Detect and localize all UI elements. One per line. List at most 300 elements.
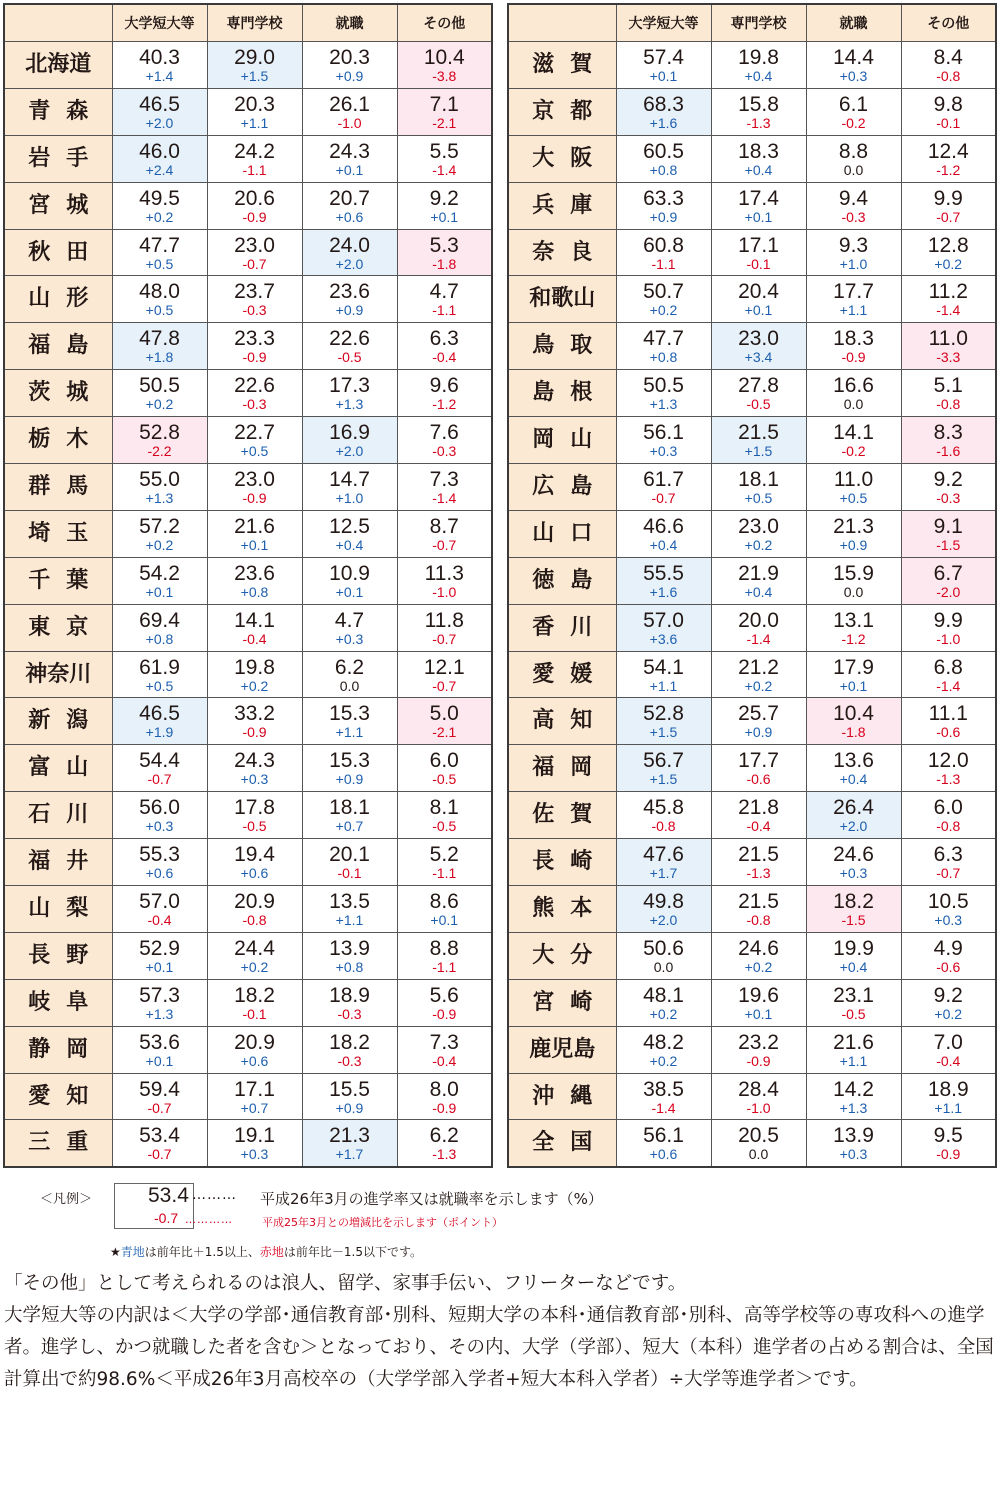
diff-value: +0.4: [744, 583, 773, 600]
diff-value: +0.1: [145, 583, 174, 600]
diff-value: +0.1: [145, 958, 174, 975]
rate-value: 53.6: [139, 1030, 180, 1054]
diff-value: +0.2: [145, 396, 174, 413]
diff-value: +0.5: [744, 489, 773, 506]
rate-value: 19.8: [738, 45, 779, 69]
data-cell: [711, 886, 806, 933]
rate-value: 61.7: [643, 467, 684, 491]
header-senmon: 専門学校: [711, 4, 806, 42]
rate-value: 5.2: [429, 843, 459, 867]
rate-value: 29.0: [234, 45, 275, 69]
data-cell: [711, 323, 806, 370]
diff-value: 0.0: [843, 396, 864, 413]
rate-value: 54.4: [139, 749, 180, 773]
prefecture-name: 秋田: [4, 229, 112, 276]
rate-value: 16.6: [833, 374, 874, 398]
data-cell: [397, 417, 492, 464]
rate-value: 50.7: [643, 280, 684, 304]
diff-value: -1.2: [936, 161, 961, 178]
diff-value: -1.6: [936, 443, 961, 460]
diff-value: +0.5: [240, 443, 269, 460]
data-cell: [397, 510, 492, 557]
data-cell: [616, 510, 711, 557]
diff-value: -1.4: [936, 677, 961, 694]
table-row: [508, 1026, 996, 1073]
diff-value: +1.1: [649, 677, 678, 694]
prefecture-name: 大阪: [508, 135, 616, 182]
data-cell: [806, 651, 901, 698]
data-cell: [806, 229, 901, 276]
data-cell: [711, 745, 806, 792]
diff-value: -0.1: [242, 1005, 267, 1022]
rate-value: 19.9: [833, 936, 874, 960]
data-cell: [397, 1120, 492, 1167]
rate-value: 47.6: [643, 843, 684, 867]
diff-value: +0.3: [335, 630, 364, 647]
prefecture-name: 岩手: [4, 135, 112, 182]
rate-value: 24.0: [329, 233, 370, 257]
prefecture-name: 熊本: [508, 886, 616, 933]
diff-value: +0.1: [430, 911, 459, 928]
diff-value: +0.5: [145, 677, 174, 694]
data-cell: [711, 229, 806, 276]
diff-value: -0.4: [147, 911, 172, 928]
data-cell: [112, 370, 207, 417]
data-cell: [806, 510, 901, 557]
diff-value: +0.2: [934, 1005, 963, 1022]
rate-value: 23.0: [234, 233, 275, 257]
rate-value: 11.3: [424, 561, 464, 585]
rate-value: 59.4: [139, 1077, 180, 1101]
header-sonota: その他: [901, 4, 996, 42]
data-cell: [397, 839, 492, 886]
rate-value: 54.2: [139, 561, 180, 585]
diff-value: +3.4: [744, 349, 773, 366]
data-cell: [397, 135, 492, 182]
diff-value: -0.5: [841, 1005, 866, 1022]
prefecture-name: 愛媛: [508, 651, 616, 698]
table-row: [508, 979, 996, 1026]
diff-value: +3.6: [649, 630, 678, 647]
rate-value: 9.2: [933, 467, 963, 491]
rate-value: 46.6: [643, 514, 684, 538]
data-cell: [302, 42, 397, 89]
data-cell: [302, 1073, 397, 1120]
rate-value: 60.8: [643, 233, 684, 257]
diff-value: -0.5: [432, 818, 457, 835]
diff-value: +0.2: [145, 208, 174, 225]
rate-value: 7.3: [429, 1030, 459, 1054]
data-cell: [207, 88, 302, 135]
rate-value: 20.9: [234, 889, 275, 913]
header-senmon: 専門学校: [207, 4, 302, 42]
prefecture-name: 静岡: [4, 1026, 112, 1073]
table-row: [508, 1120, 996, 1167]
diff-value: +0.3: [240, 771, 269, 788]
rate-value: 12.5: [329, 514, 370, 538]
rate-value: 23.0: [738, 327, 779, 351]
data-cell: [711, 1026, 806, 1073]
diff-value: -0.6: [746, 771, 771, 788]
data-cell: [302, 932, 397, 979]
data-cell: [616, 370, 711, 417]
diff-value: +1.0: [335, 489, 364, 506]
rate-value: 17.7: [833, 280, 874, 304]
diff-value: +1.5: [744, 443, 773, 460]
data-cell: [711, 604, 806, 651]
data-cell: [616, 229, 711, 276]
prefecture-name: 山形: [4, 276, 112, 323]
table-row: [4, 417, 492, 464]
rate-value: 23.2: [738, 1030, 779, 1054]
rate-value: 4.9: [933, 936, 963, 960]
prefecture-name: 山口: [508, 510, 616, 557]
data-cell: [302, 182, 397, 229]
diff-value: +1.3: [839, 1099, 868, 1116]
paragraph-breakdown: 大学短大等の内訳は＜大学の学部･通信教育部･別科、短期大学の本科･通信教育部･別科、高等学校等の専攻科への進学者。進学し、かつ就職した者を含む＞となっており、その内、大学（学部）、短大（本科）進学者の占める割合は、全国計算出で約98.6%＜平成26年3月高校卒の（大学学部入学者+短大本科入学者）÷大学等進学者＞です。: [4, 1305, 994, 1390]
rate-value: 8.6: [429, 889, 459, 913]
rate-value: 5.3: [429, 233, 459, 257]
rate-value: 18.2: [234, 983, 275, 1007]
diff-value: +0.5: [839, 489, 868, 506]
diff-value: +0.9: [335, 771, 364, 788]
data-cell: [711, 932, 806, 979]
data-cell: [302, 464, 397, 511]
data-cell: [207, 886, 302, 933]
color-note: [110, 1243, 422, 1260]
rate-value: 46.0: [139, 139, 180, 163]
diff-value: -0.8: [746, 911, 771, 928]
data-cell: [302, 839, 397, 886]
data-cell: [616, 557, 711, 604]
data-cell: [397, 557, 492, 604]
diff-value: -0.7: [432, 677, 457, 694]
table-row: [4, 839, 492, 886]
rate-value: 57.0: [643, 608, 684, 632]
rate-value: 16.9: [329, 421, 370, 445]
diff-value: +1.3: [335, 396, 364, 413]
diff-value: -0.8: [936, 818, 961, 835]
rate-value: 27.8: [738, 374, 779, 398]
rate-value: 20.3: [234, 92, 275, 116]
rate-value: 38.5: [643, 1077, 684, 1101]
rate-value: 9.8: [933, 92, 963, 116]
rate-value: 19.8: [234, 655, 275, 679]
table-row: [508, 1073, 996, 1120]
table-row: [4, 698, 492, 745]
rate-value: 9.5: [933, 1124, 963, 1148]
data-cell: [711, 557, 806, 604]
data-cell: [711, 88, 806, 135]
data-cell: [711, 42, 806, 89]
rate-value: 9.4: [838, 186, 869, 210]
rate-value: 52.8: [139, 421, 180, 445]
diff-value: -0.7: [432, 536, 457, 553]
data-cell: [112, 135, 207, 182]
diff-value: +0.1: [240, 536, 269, 553]
diff-value: -0.5: [337, 349, 362, 366]
data-cell: [397, 651, 492, 698]
rate-value: 23.1: [833, 983, 874, 1007]
data-cell: [616, 604, 711, 651]
rate-value: 52.9: [139, 936, 180, 960]
data-cell: [207, 464, 302, 511]
data-cell: [302, 88, 397, 135]
data-cell: [302, 979, 397, 1026]
left-table: [3, 3, 493, 1168]
rate-value: 18.9: [927, 1077, 969, 1101]
data-cell: [616, 1026, 711, 1073]
rate-value: 56.7: [643, 749, 684, 773]
data-cell: [397, 1026, 492, 1073]
diff-value: +0.7: [240, 1099, 269, 1116]
diff-value: -0.7: [147, 1146, 172, 1163]
diff-value: +0.8: [145, 630, 174, 647]
diff-value: +1.1: [240, 114, 269, 131]
rate-value: 19.6: [738, 983, 779, 1007]
table-row: [4, 464, 492, 511]
data-cell: [112, 464, 207, 511]
rate-value: 24.4: [234, 936, 275, 960]
rate-value: 18.2: [329, 1030, 370, 1054]
rate-value: 22.7: [234, 421, 275, 445]
table-row: [508, 135, 996, 182]
diff-value: +0.9: [335, 302, 364, 319]
rate-value: 7.6: [429, 421, 459, 445]
data-cell: [901, 464, 996, 511]
rate-value: 12.8: [927, 233, 969, 257]
data-cell: [302, 1026, 397, 1073]
prefecture-name: 新潟: [4, 698, 112, 745]
rate-value: 21.5: [738, 889, 779, 913]
diff-value: -0.3: [841, 208, 866, 225]
diff-value: -1.4: [432, 489, 457, 506]
rate-value: 18.3: [833, 327, 874, 351]
diff-value: -0.9: [242, 349, 267, 366]
prefecture-name: 岐阜: [4, 979, 112, 1026]
rate-value: 21.8: [738, 796, 779, 820]
prefecture-name: 東京: [4, 604, 112, 651]
data-cell: [302, 323, 397, 370]
diff-value: -2.1: [432, 724, 457, 741]
data-cell: [397, 42, 492, 89]
diff-value: -0.5: [432, 771, 457, 788]
diff-value: -0.3: [337, 1005, 362, 1022]
prefecture-name: 埼玉: [4, 510, 112, 557]
diff-value: -0.4: [936, 1052, 961, 1069]
data-cell: [901, 651, 996, 698]
diff-value: -1.0: [337, 114, 362, 131]
rate-value: 13.1: [833, 608, 874, 632]
diff-value: +0.4: [839, 771, 868, 788]
table-row: [4, 1073, 492, 1120]
prefecture-name: 和歌山: [508, 276, 616, 323]
diff-value: +0.8: [335, 958, 364, 975]
data-cell: [397, 932, 492, 979]
data-cell: [901, 182, 996, 229]
data-cell: [901, 417, 996, 464]
diff-value: +0.9: [335, 67, 364, 84]
prefecture-name: 富山: [4, 745, 112, 792]
rate-value: 24.2: [234, 139, 275, 163]
diff-value: -0.7: [147, 771, 172, 788]
legend-leader-1: ………: [192, 1187, 237, 1203]
data-cell: [207, 745, 302, 792]
diff-value: +0.9: [649, 208, 678, 225]
diff-value: +0.9: [839, 536, 868, 553]
data-cell: [806, 464, 901, 511]
data-cell: [616, 979, 711, 1026]
rate-value: 20.9: [234, 1030, 275, 1054]
rate-value: 23.6: [234, 561, 275, 585]
legend-label: ＜凡例＞: [40, 1192, 93, 1207]
data-cell: [616, 698, 711, 745]
rate-value: 21.9: [738, 561, 779, 585]
rate-value: 14.1: [833, 421, 874, 445]
diff-value: +0.4: [839, 958, 868, 975]
data-cell: [616, 745, 711, 792]
rate-value: 61.9: [139, 655, 180, 679]
diff-value: +1.8: [145, 349, 174, 366]
rate-value: 4.7: [334, 608, 365, 632]
data-cell: [207, 839, 302, 886]
prefecture-name: 宮城: [4, 182, 112, 229]
rate-value: 50.5: [139, 374, 180, 398]
rate-value: 6.3: [933, 843, 963, 867]
rate-value: 50.6: [643, 936, 684, 960]
rate-value: 10.9: [329, 561, 370, 585]
rate-value: 18.1: [738, 467, 779, 491]
rate-value: 10.5: [927, 889, 969, 913]
diff-value: -1.2: [841, 630, 866, 647]
rate-value: 57.3: [139, 983, 180, 1007]
data-cell: [901, 979, 996, 1026]
diff-value: +1.7: [335, 1146, 364, 1163]
table-row: [508, 651, 996, 698]
diff-value: +2.4: [145, 161, 174, 178]
diff-value: -1.5: [841, 911, 866, 928]
legend: [40, 1183, 800, 1243]
prefecture-name: 群馬: [4, 464, 112, 511]
rate-value: 23.7: [234, 280, 275, 304]
rate-value: 56.1: [643, 1124, 684, 1148]
data-cell: [397, 1073, 492, 1120]
rate-value: 50.5: [643, 374, 684, 398]
diff-value: 0.0: [843, 161, 864, 178]
rate-value: 53.4: [139, 1124, 180, 1148]
data-cell: [112, 88, 207, 135]
rate-value: 28.4: [738, 1077, 779, 1101]
diff-value: -3.8: [432, 67, 457, 84]
diff-value: -0.9: [841, 349, 866, 366]
diff-value: +2.0: [145, 114, 174, 131]
data-cell: [112, 1026, 207, 1073]
diff-value: -1.0: [936, 630, 961, 647]
diff-value: -0.3: [242, 396, 267, 413]
rate-value: 57.0: [139, 889, 180, 913]
rate-value: 21.3: [833, 514, 874, 538]
data-cell: [397, 370, 492, 417]
data-cell: [901, 698, 996, 745]
table-row: [508, 886, 996, 933]
rate-value: 20.5: [738, 1124, 779, 1148]
rate-value: 6.3: [429, 327, 459, 351]
rate-value: 14.2: [833, 1077, 874, 1101]
diff-value: -1.4: [651, 1099, 676, 1116]
prefecture-name: 福岡: [508, 745, 616, 792]
data-cell: [806, 1120, 901, 1167]
diff-value: +1.5: [649, 771, 678, 788]
prefecture-name: 沖縄: [508, 1073, 616, 1120]
diff-value: +1.1: [335, 724, 364, 741]
diff-value: -2.0: [936, 583, 961, 600]
data-cell: [207, 698, 302, 745]
data-cell: [616, 88, 711, 135]
header-daigaku: 大学短大等: [616, 4, 711, 42]
data-cell: [616, 182, 711, 229]
data-cell: [302, 370, 397, 417]
right-table: [507, 3, 997, 1168]
table-row: [4, 932, 492, 979]
diff-value: -1.1: [651, 255, 676, 272]
rate-value: 46.5: [139, 702, 180, 726]
explanation: [4, 1268, 999, 1396]
legend-diff: -0.7: [154, 1210, 179, 1226]
prefecture-name: 高知: [508, 698, 616, 745]
diff-value: +0.1: [744, 1005, 773, 1022]
data-cell: [397, 604, 492, 651]
rate-value: 9.9: [933, 186, 963, 210]
data-cell: [711, 698, 806, 745]
data-cell: [616, 1120, 711, 1167]
diff-value: -1.4: [432, 161, 457, 178]
rate-value: 22.6: [234, 374, 275, 398]
table-row: [4, 88, 492, 135]
rate-value: 56.1: [643, 421, 684, 445]
data-cell: [901, 370, 996, 417]
rate-value: 23.3: [234, 327, 275, 351]
paragraph-other: 「その他」として考えられるのは浪人、留学、家事手伝い、フリーターなどです。: [4, 1273, 687, 1294]
data-cell: [302, 745, 397, 792]
table-row: [508, 323, 996, 370]
data-cell: [207, 276, 302, 323]
rate-value: 57.2: [139, 514, 180, 538]
diff-value: +1.1: [335, 911, 364, 928]
rate-value: 14.7: [329, 467, 370, 491]
rate-value: 6.2: [429, 1124, 459, 1148]
prefecture-name: 岡山: [508, 417, 616, 464]
rate-value: 24.6: [738, 936, 779, 960]
diff-value: +0.2: [649, 302, 678, 319]
diff-value: -0.9: [242, 724, 267, 741]
rate-value: 6.2: [334, 655, 365, 679]
table-row: [4, 1026, 492, 1073]
prefecture-name: 鳥取: [508, 323, 616, 370]
diff-value: -1.3: [432, 1146, 457, 1163]
data-cell: [711, 792, 806, 839]
rate-value: 14.4: [833, 45, 874, 69]
diff-value: +0.1: [335, 161, 364, 178]
data-cell: [302, 604, 397, 651]
data-cell: [616, 135, 711, 182]
rate-value: 4.7: [429, 280, 459, 304]
diff-value: -0.6: [936, 724, 961, 741]
diff-value: -1.3: [746, 114, 771, 131]
diff-value: -0.3: [936, 489, 961, 506]
diff-value: +0.6: [649, 1146, 678, 1163]
diff-value: -1.1: [432, 958, 457, 975]
table-row: [508, 604, 996, 651]
